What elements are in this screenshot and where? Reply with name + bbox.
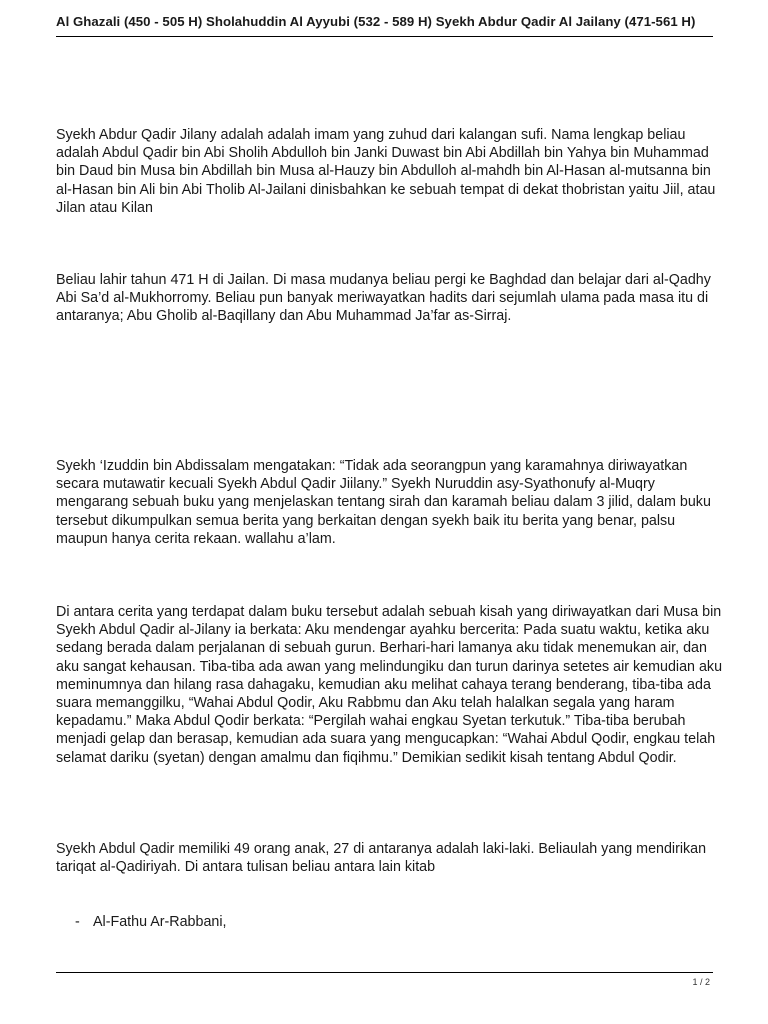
paragraph-story: Di antara cerita yang terdapat dalam buku tersebut adalah sebuah kisah yang diriwayatkan dari Musa bin Syekh Abdul Qadir al-Jilany ia berkata: Aku mendengar ayahku bercerita: Pada suatu waktu, ketika aku sedang berada dalam perjalanan di sebuah gurun. Berhari-hari lamanya aku tidak menemukan air, dan aku sangat kehausan. Tiba-tiba ada awan yang melindungiku dan turun darinya setetes air kemudian aku meminumnya dan hilang rasa dahagaku, kemudian aku melihat cahaya terang benderang, tiba-tiba ada suara memanggilku, “Wahai Abdul Qodir, Aku Rabbmu dan Aku telah halalkan segala yang haram kepadamu.” Maka Abdul Qodir berkata: “Pergilah wahai engkau Syetan terkutuk.” Tiba-tiba berubah menjadi gelap dan berasap, kemudian ada suara yang mengucapkan: “Wahai Abdul Qodir, engkau telah selamat dariku (syetan) dengan amalmu dan fiqihmu.” Demikian sedikit kisah tentang Abdul Qodir. [56, 604, 723, 766]
paragraph-birth: Beliau lahir tahun 471 H di Jailan. Di masa mudanya beliau pergi ke Baghdad dan belajar dari al-Qadhy Abi Sa’d al-Mukhorromy. Beliau pun banyak meriwayatkan hadits dari sejumlah ulama pada masa itu di antaranya; Abu Gholib al-Baqillany dan Abu Muhammad Ja’far as-Sirraj. [56, 272, 711, 325]
paragraph-children: Syekh Abdul Qadir memiliki 49 orang anak, 27 di antaranya adalah laki-laki. Beliaulah yang mendirikan tariqat al-Qadiriyah. Di antara tulisan beliau antara lain kitab [56, 841, 707, 876]
paragraph-intro: Syekh Abdur Qadir Jilany adalah adalah imam yang zuhud dari kalangan sufi. Nama lengkap beliau adalah Abdul Qadir bin Abi Sholih Abdulloh bin Janki Duwast bin Abi Abdillah bin Yahya bin Muhammad bin Daud bin Musa bin Abdillah bin Musa al-Hauzy bin Abdulloh al-mahdh bin Al-Hasan al-mutsanna bin al-Hasan bin Ali bin Abi Tholib Al-Jailani dinisbahkan ke sebuah tempat di dekat thobristan yaitu Jiil, atau Jilan atau Kilan [56, 127, 716, 216]
paragraph-karamah: Syekh ‘Izuddin bin Abdissalam mengatakan: “Tidak ada seorangpun yang karamahnya diriwayatkan secara mutawatir kecuali Syekh Abdul Qadir Jiilany.” Syekh Nuruddin asy-Syathonufy al-Muqry mengarang sebuah buku yang menjelaskan tentang sirah dan karamah beliau dalam 3 jilid, dalam buku tersebut dikumpulkan semua berita yang berkaitan dengan syekh baik itu berita yang benar, palsu maupun hanya cerita rekaan. wallahu a’lam. [56, 458, 711, 547]
header-divider [56, 36, 713, 37]
footer-divider [56, 972, 713, 973]
list-item [75, 913, 227, 931]
list-item-text: Al-Fathu Ar-Rabbani, [93, 914, 227, 930]
page-header-title: Al Ghazali (450 - 505 H) Sholahuddin Al Ayyubi (532 - 589 H) Syekh Abdur Qadir Al Jailany (471-561 H) [56, 14, 696, 29]
list-bullet: - [75, 914, 80, 930]
page-number: 1 / 2 [692, 977, 710, 987]
